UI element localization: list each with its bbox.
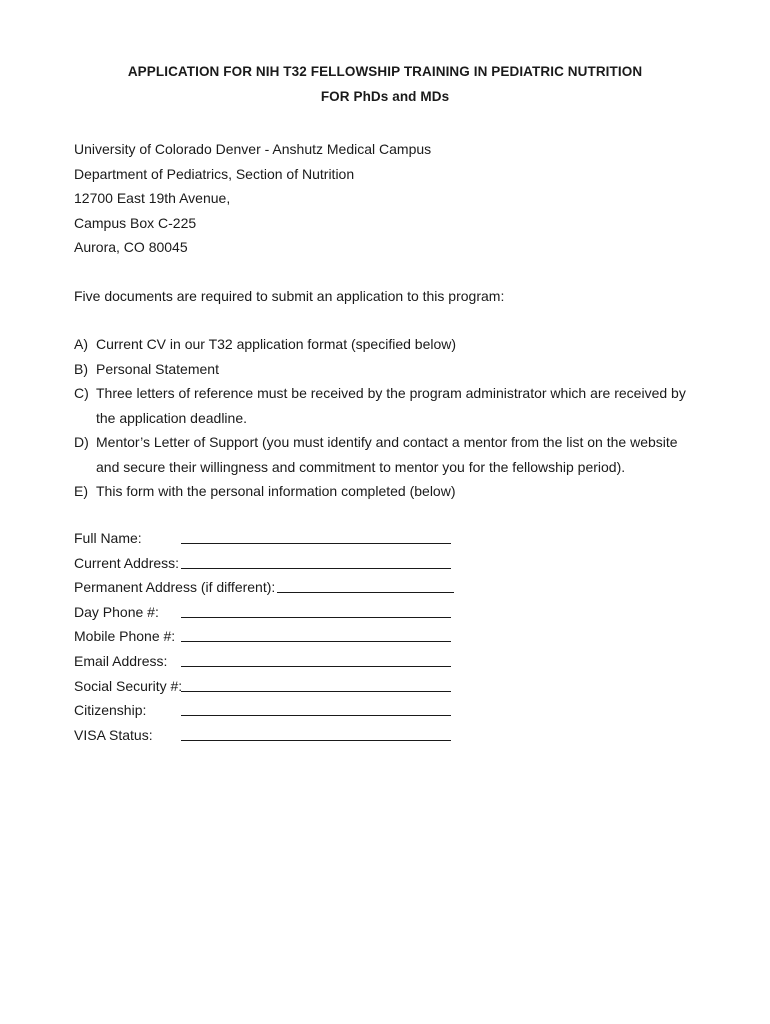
requirement-text: Personal Statement <box>96 360 219 377</box>
ssn-label: Social Security #: <box>74 677 183 694</box>
requirement-letter: D) <box>74 434 89 450</box>
day-phone-label: Day Phone #: <box>74 603 159 620</box>
full-name-label: Full Name: <box>74 530 142 546</box>
citizenship-label: Citizenship: <box>74 702 147 719</box>
mobile-phone-label: Mobile Phone #: <box>74 628 176 645</box>
address-line: Campus Box C-225 <box>74 214 197 231</box>
requirement-letter: C) <box>74 385 89 401</box>
address-line: 12700 East 19th Avenue, <box>74 190 231 206</box>
requirement-text: Mentor’s Letter of Support (you must identify and contact a mentor from the list on the website and secure their willingness and commitment to mentor you for the fellowship period). <box>96 434 678 475</box>
address-line: Department of Pediatrics, Section of Nutrition <box>74 165 355 182</box>
document-subtitle: FOR PhDs and MDs <box>320 89 450 104</box>
requirements-list <box>74 332 694 504</box>
requirement-item <box>74 332 694 357</box>
full-name-field[interactable] <box>181 543 451 544</box>
institution-address <box>74 137 431 260</box>
email-address-label: Email Address: <box>74 652 168 669</box>
day-phone-field[interactable] <box>181 617 451 618</box>
requirement-letter: A) <box>74 336 88 352</box>
current-address-label: Current Address: <box>74 554 180 571</box>
visa-status-field[interactable] <box>181 740 451 741</box>
requirement-item <box>74 357 694 382</box>
citizenship-field[interactable] <box>181 715 451 716</box>
requirement-text: This form with the personal information completed (below) <box>96 483 456 499</box>
email-address-field[interactable] <box>181 666 451 667</box>
permanent-address-field[interactable] <box>277 592 454 593</box>
ssn-field[interactable] <box>181 691 451 692</box>
requirement-item <box>74 479 694 504</box>
requirement-text: Three letters of reference must be received by the program administrator which are received by the application deadline. <box>96 385 686 426</box>
requirement-letter: B) <box>74 360 88 377</box>
requirement-item <box>74 430 694 479</box>
current-address-field[interactable] <box>181 568 451 569</box>
requirement-text: Current CV in our T32 application format (specified below) <box>96 336 457 352</box>
requirement-letter: E) <box>74 483 88 499</box>
mobile-phone-field[interactable] <box>181 641 451 642</box>
requirement-item <box>74 381 694 430</box>
address-line: University of Colorado Denver - Anshutz Medical Campus <box>74 141 432 157</box>
permanent-address-label: Permanent Address (if different): <box>74 579 276 596</box>
visa-status-label: VISA Status: <box>74 726 153 743</box>
address-line: Aurora, CO 80045 <box>74 239 188 255</box>
requirements-intro: Five documents are required to submit an application to this program: <box>74 288 505 304</box>
document-title: APPLICATION FOR NIH T32 FELLOWSHIP TRAINING IN PEDIATRIC NUTRITION <box>127 64 643 79</box>
